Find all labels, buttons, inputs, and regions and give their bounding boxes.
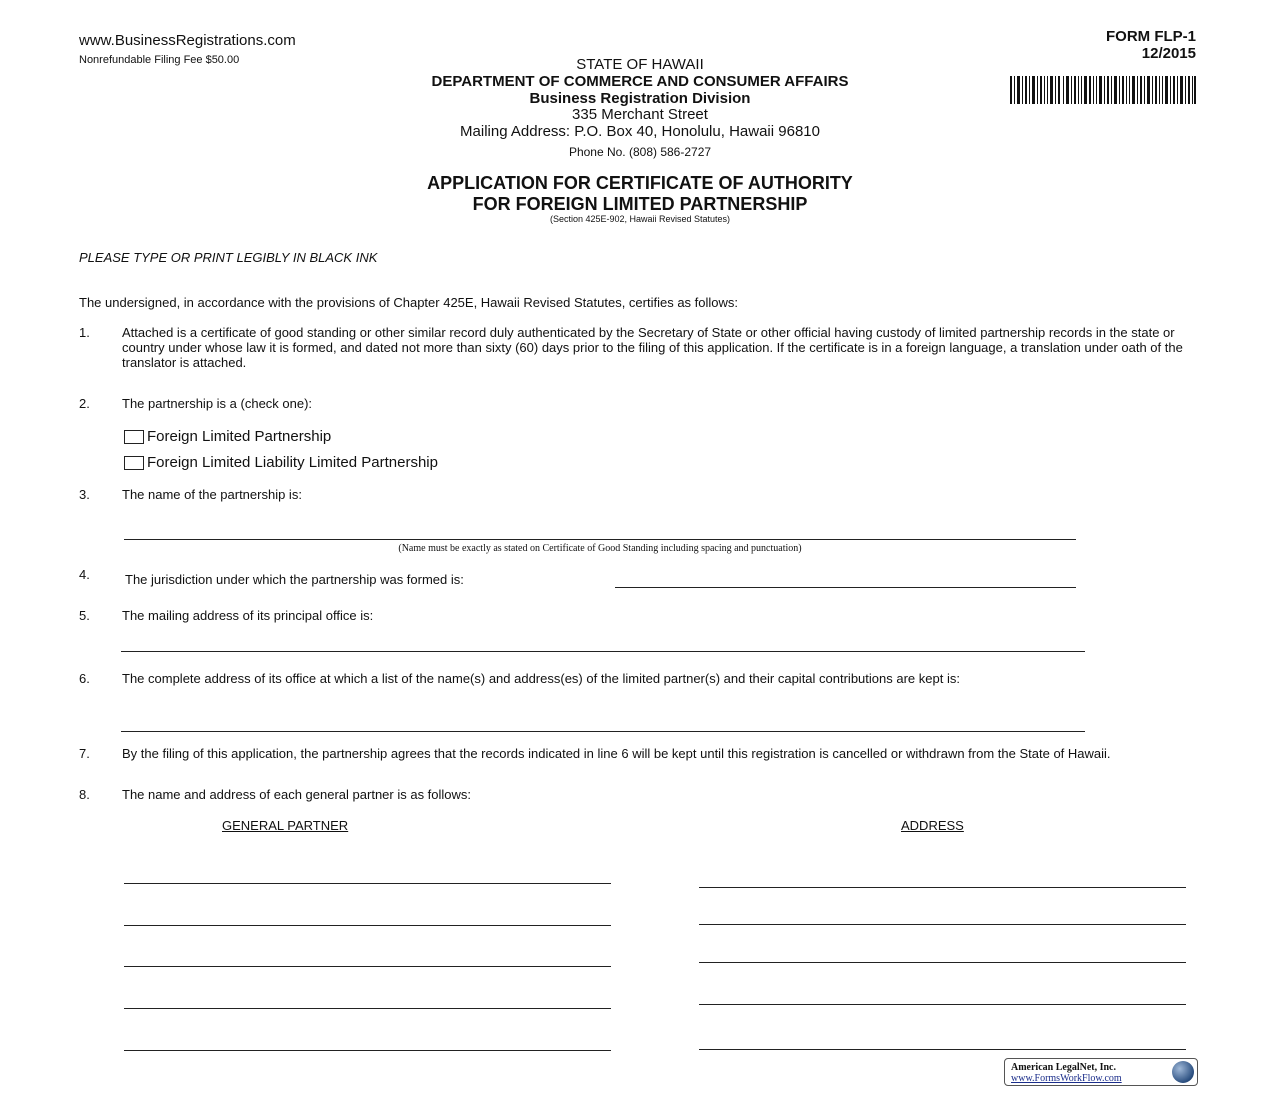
general-partner-name-field[interactable] xyxy=(124,966,611,967)
checkbox-foreign-lp[interactable] xyxy=(124,430,144,444)
website-text: www.BusinessRegistrations.com xyxy=(79,32,296,49)
checkbox-label: Foreign Limited Partnership xyxy=(147,428,332,445)
checkbox-label: Foreign Limited Liability Limited Partnership xyxy=(147,454,438,471)
globe-icon xyxy=(1172,1061,1194,1083)
general-partner-address-field[interactable] xyxy=(699,1004,1186,1005)
general-partner-name-field[interactable] xyxy=(124,1008,611,1009)
form-date: 12/2015 xyxy=(1141,45,1196,62)
item-text: The jurisdiction under which the partnership was formed is: xyxy=(125,572,464,587)
instructions: PLEASE TYPE OR PRINT LEGIBLY IN BLACK INK xyxy=(79,250,378,265)
checkbox-foreign-lllp[interactable] xyxy=(124,456,144,470)
item-text: Attached is a certificate of good standing or other similar record duly authenticated by the Secretary of State or other official having custody of limited partnership records in the state or country under whose law it is formed, and dated not more than sixty (60) days prior to the filing of this application. If the certificate is in a foreign language, a translation under oath of the translator is attached. xyxy=(122,325,1183,370)
item-number: 5. xyxy=(79,608,90,623)
item-text: The name and address of each general partner is as follows: xyxy=(122,787,472,802)
item-number: 3. xyxy=(79,487,90,502)
statute-reference: (Section 425E-902, Hawaii Revised Statutes) xyxy=(549,214,731,224)
general-partner-name-field[interactable] xyxy=(124,883,611,884)
item-number: 4. xyxy=(79,567,90,582)
form-number: FORM FLP-1 xyxy=(1106,28,1196,45)
mailing-address: Mailing Address: P.O. Box 40, Honolulu, Hawaii 96810 xyxy=(460,123,820,140)
division-heading: Business Registration Division xyxy=(529,90,751,107)
department-heading: DEPARTMENT OF COMMERCE AND CONSUMER AFFAIRS xyxy=(431,73,849,90)
state-heading: STATE OF HAWAII xyxy=(576,56,704,73)
general-partner-column-header: GENERAL PARTNER xyxy=(222,818,349,833)
footer-url-link[interactable]: www.FormsWorkFlow.com xyxy=(1011,1073,1122,1084)
jurisdiction-field[interactable] xyxy=(615,587,1076,588)
records-office-address-field[interactable] xyxy=(121,731,1085,732)
name-note: (Name must be exactly as stated on Certificate of Good Standing including spacing and punctuation) xyxy=(398,543,802,554)
partnership-name-field[interactable] xyxy=(124,539,1076,540)
general-partner-address-field[interactable] xyxy=(699,1049,1186,1050)
item-text: By the filing of this application, the partnership agrees that the records indicated in line 6 will be kept until this registration is cancelled or withdrawn from the State of Hawaii. xyxy=(122,746,1111,761)
checkbox-row[interactable] xyxy=(124,428,331,445)
checkbox-row[interactable] xyxy=(124,454,438,471)
general-partner-address-field[interactable] xyxy=(699,887,1186,888)
general-partner-name-field[interactable] xyxy=(124,925,611,926)
barcode-image xyxy=(1010,76,1196,104)
item-text: The name of the partnership is: xyxy=(122,487,302,502)
item-number: 6. xyxy=(79,671,90,686)
item-number: 8. xyxy=(79,787,90,802)
item-number: 1. xyxy=(79,325,90,340)
street-address: 335 Merchant Street xyxy=(572,106,708,123)
item-number: 7. xyxy=(79,746,90,761)
general-partner-address-field[interactable] xyxy=(699,962,1186,963)
american-legalnet-logo[interactable] xyxy=(1004,1058,1198,1086)
form-title-line1: APPLICATION FOR CERTIFICATE OF AUTHORITY xyxy=(427,173,853,193)
form-number-block xyxy=(1106,28,1196,62)
item-number: 2. xyxy=(79,396,90,411)
intro-statement: The undersigned, in accordance with the provisions of Chapter 425E, Hawaii Revised Statutes, certifies as follows: xyxy=(79,295,739,310)
mailing-address-field[interactable] xyxy=(121,651,1085,652)
phone-number: Phone No. (808) 586-2727 xyxy=(568,145,712,159)
footer-brand: American LegalNet, Inc. xyxy=(1011,1062,1116,1073)
item-text: The complete address of its office at which a list of the name(s) and address(es) of the limited partner(s) and their capital contributions are kept is: xyxy=(122,671,960,686)
general-partner-address-field[interactable] xyxy=(699,924,1186,925)
filing-fee-text: Nonrefundable Filing Fee $50.00 xyxy=(79,54,240,66)
address-column-header: ADDRESS xyxy=(901,818,964,833)
general-partner-name-field[interactable] xyxy=(124,1050,611,1051)
item-text: The mailing address of its principal office is: xyxy=(122,608,374,623)
form-title-line2: FOR FOREIGN LIMITED PARTNERSHIP xyxy=(472,194,808,214)
item-text: The partnership is a (check one): xyxy=(122,396,313,411)
form-title xyxy=(290,173,990,215)
